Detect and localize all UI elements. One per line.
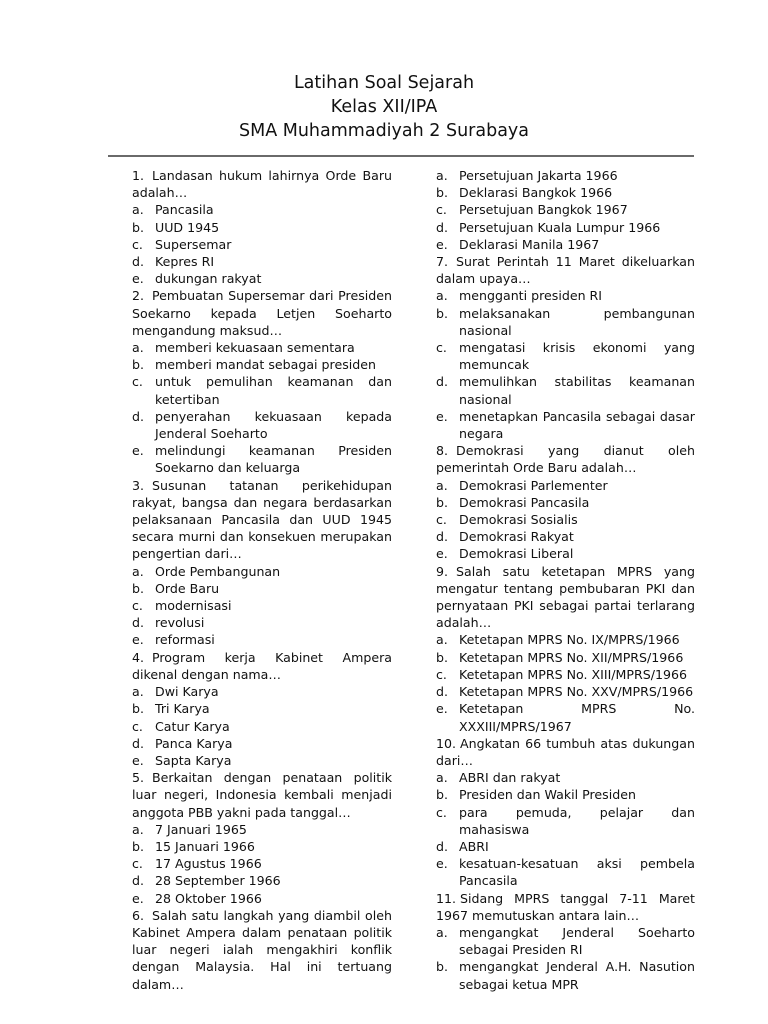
option-text: Orde Baru — [155, 580, 220, 596]
option-text: mengatasi krisis ekonomi yang memuncak — [459, 340, 695, 373]
option-text: mengganti presiden RI — [459, 288, 603, 304]
question-number: 9. — [436, 563, 449, 579]
option-letter: b. — [132, 838, 144, 854]
question-number: 1. — [132, 168, 145, 183]
option-text: mengangkat Jenderal Soeharto sebagai Presiden RI — [459, 924, 695, 958]
option-c — [132, 236, 392, 253]
option-text: memberi mandat sebagai presiden — [155, 357, 376, 373]
question-text: Demokrasi yang dianut oleh pemerintah Orde Baru adalah… — [436, 443, 695, 476]
option-letter: b. — [436, 649, 448, 665]
option-text: Catur Karya — [155, 718, 230, 734]
question-number: 8. — [436, 443, 449, 459]
option-letter: c. — [436, 666, 447, 682]
option-text: Demokrasi Sosialis — [459, 512, 578, 528]
option-letter: d. — [436, 374, 448, 390]
question-number: 10. — [436, 735, 457, 751]
question-text: Landasan hukum lahirnya Orde Baru adalah… — [132, 168, 392, 201]
option-a — [436, 769, 695, 786]
option-c — [132, 718, 392, 735]
option-text: untuk pemulihan keamanan dan ketertiban — [155, 374, 392, 407]
option-b — [436, 958, 695, 992]
option-text: penyerahan kekuasaan kepada Jenderal Soeharto — [155, 408, 392, 442]
option-e — [436, 236, 695, 253]
header-divider — [108, 155, 694, 157]
option-d — [132, 614, 392, 631]
option-letter: c. — [132, 856, 143, 872]
option-e — [436, 855, 695, 889]
option-text: Demokrasi Parlementer — [459, 477, 608, 493]
option-b — [132, 219, 392, 236]
option-text: Tri Karya — [155, 701, 210, 717]
option-text: Ketetapan MPRS No. XXXIII/MPRS/1967 — [459, 701, 695, 734]
option-letter: b. — [436, 787, 448, 803]
option-c — [436, 339, 695, 373]
option-text: memulihkan stabilitas keamanan nasional — [459, 374, 695, 407]
option-letter: c. — [436, 512, 447, 528]
option-letter: a. — [132, 563, 144, 579]
option-letter: a. — [436, 168, 448, 183]
option-text: reformasi — [155, 632, 215, 648]
option-letter: b. — [132, 701, 144, 717]
question-number: 6. — [132, 907, 145, 923]
question-text: Susunan tatanan perikehidupan rakyat, bangsa dan negara berdasarkan pelaksanaan Pancasila dan UUD 1945 secara murni dan konsekuen merupakan pengertian dari… — [132, 477, 392, 562]
option-d — [436, 528, 695, 545]
left-column — [132, 167, 392, 993]
question-text: Pembuatan Supersemar dari Presiden Soekarno kepada Letjen Soeharto mengandung maksud… — [132, 288, 392, 338]
option-text: memberi kekuasaan sementara — [155, 340, 355, 356]
option-text: 17 Agustus 1966 — [155, 856, 262, 872]
option-letter: a. — [436, 632, 448, 648]
option-text: Kepres RI — [155, 254, 215, 270]
option-letter: e. — [132, 890, 144, 906]
question-text: Program kerja Kabinet Ampera dikenal dengan nama… — [132, 649, 392, 682]
option-letter: e. — [436, 856, 448, 872]
option-letter: b. — [132, 219, 144, 235]
question-number: 2. — [132, 288, 145, 304]
option-letter: d. — [132, 408, 144, 424]
document-title: Latihan Soal Sejarah — [293, 73, 475, 93]
option-text: Pancasila — [155, 202, 214, 218]
option-d — [132, 408, 392, 442]
option-e — [436, 700, 695, 734]
option-b — [436, 305, 695, 339]
option-d — [132, 872, 392, 889]
option-text: Demokrasi Rakyat — [459, 529, 574, 545]
option-e — [132, 752, 392, 769]
option-letter: a. — [436, 477, 448, 493]
option-letter: c. — [132, 598, 143, 614]
question-4 — [132, 649, 392, 683]
option-letter: b. — [436, 305, 448, 321]
option-d — [132, 253, 392, 270]
option-e — [132, 270, 392, 287]
question-3 — [132, 477, 392, 563]
option-c — [436, 666, 695, 683]
school-subtitle: SMA Muhammadiyah 2 Surabaya — [239, 121, 529, 141]
option-c — [436, 511, 695, 528]
question-2 — [132, 287, 392, 339]
option-a — [436, 924, 695, 958]
option-text: Persetujuan Bangkok 1967 — [459, 202, 628, 218]
option-text: Ketetapan MPRS No. XII/MPRS/1966 — [459, 649, 684, 665]
option-text: Persetujuan Jakarta 1966 — [459, 168, 618, 183]
option-text: Demokrasi Pancasila — [459, 494, 590, 510]
option-letter: d. — [132, 254, 144, 270]
question-text: Surat Perintah 11 Maret dikeluarkan dalam upaya… — [436, 254, 695, 287]
option-letter: d. — [436, 838, 448, 854]
option-a — [132, 563, 392, 580]
option-text: Panca Karya — [155, 735, 233, 751]
option-text: Deklarasi Manila 1967 — [459, 236, 600, 252]
option-text: UUD 1945 — [155, 219, 220, 235]
option-b — [132, 356, 392, 373]
option-letter: a. — [436, 288, 448, 304]
option-b — [436, 494, 695, 511]
option-letter: e. — [132, 443, 144, 459]
option-a — [436, 631, 695, 648]
option-text: kesatuan-kesatuan aksi pembela Pancasila — [459, 856, 695, 889]
option-e — [132, 631, 392, 648]
option-letter: c. — [132, 718, 143, 734]
option-letter: e. — [132, 271, 144, 287]
option-b — [132, 580, 392, 597]
option-text: Sapta Karya — [155, 752, 232, 768]
option-text: Ketetapan MPRS No. XIII/MPRS/1966 — [459, 666, 688, 682]
option-a — [132, 821, 392, 838]
option-e — [436, 408, 695, 442]
option-text: Dwi Karya — [155, 684, 219, 700]
option-a — [436, 167, 695, 184]
option-c — [436, 804, 695, 838]
option-letter: e. — [436, 236, 448, 252]
option-letter: e. — [436, 546, 448, 562]
option-letter: b. — [132, 580, 144, 596]
class-subtitle: Kelas XII/IPA — [330, 97, 438, 117]
option-text: revolusi — [155, 615, 205, 631]
option-letter: b. — [436, 959, 448, 975]
question-10 — [436, 735, 695, 769]
option-text: Orde Pembangunan — [155, 563, 281, 579]
option-text: Demokrasi Liberal — [459, 546, 574, 562]
option-text: melaksanakan pembangunan nasional — [459, 305, 695, 338]
option-text: ABRI — [459, 838, 489, 854]
option-b — [436, 786, 695, 803]
option-c — [132, 855, 392, 872]
option-text: melindungi keamanan Presiden Soekarno dan keluarga — [155, 443, 392, 476]
option-letter: d. — [132, 873, 144, 889]
option-letter: e. — [436, 408, 448, 424]
option-d — [436, 683, 695, 700]
option-letter: b. — [436, 185, 448, 201]
option-letter: c. — [436, 340, 447, 356]
option-text: ABRI dan rakyat — [459, 770, 561, 786]
option-letter: d. — [436, 219, 448, 235]
option-text: Supersemar — [155, 236, 232, 252]
option-a — [132, 201, 392, 218]
option-a — [132, 339, 392, 356]
question-number: 4. — [132, 649, 145, 665]
option-b — [132, 700, 392, 717]
option-letter: e. — [436, 701, 448, 717]
option-letter: d. — [132, 615, 144, 631]
option-a — [132, 683, 392, 700]
option-e — [436, 545, 695, 562]
question-number: 5. — [132, 770, 145, 786]
option-c — [436, 201, 695, 218]
option-text: para pemuda, pelajar dan mahasiswa — [459, 804, 695, 837]
option-text: Ketetapan MPRS No. XXV/MPRS/1966 — [459, 684, 694, 700]
option-letter: a. — [436, 924, 448, 940]
question-text: Salah satu ketetapan MPRS yang mengatur tentang pembubaran PKI dan pernyataan PKI sebagai partai terlarang adalah… — [436, 563, 695, 631]
question-8 — [436, 442, 695, 476]
option-letter: c. — [436, 804, 447, 820]
option-a — [436, 477, 695, 494]
option-letter: e. — [132, 752, 144, 768]
option-text: 28 September 1966 — [155, 873, 281, 889]
question-9 — [436, 563, 695, 632]
option-a — [436, 287, 695, 304]
option-letter: a. — [132, 821, 144, 837]
option-c — [132, 597, 392, 614]
option-letter: a. — [132, 684, 144, 700]
option-b — [436, 649, 695, 666]
option-c — [132, 373, 392, 407]
option-text: 15 Januari 1966 — [155, 838, 255, 854]
option-b — [436, 184, 695, 201]
question-5 — [132, 769, 392, 821]
question-11 — [436, 890, 695, 924]
option-d — [436, 838, 695, 855]
option-e — [132, 442, 392, 476]
option-text: dukungan rakyat — [155, 271, 262, 287]
question-number: 3. — [132, 477, 145, 493]
question-text: Salah satu langkah yang diambil oleh Kabinet Ampera dalam penataan politik luar negeri ialah mengakhiri konflik dengan Malaysia. Hal ini tertuang dalam… — [132, 907, 392, 992]
option-text: Persetujuan Kuala Lumpur 1966 — [459, 219, 661, 235]
option-text: Deklarasi Bangkok 1966 — [459, 185, 613, 201]
option-letter: b. — [436, 494, 448, 510]
option-letter: d. — [132, 735, 144, 751]
question-6 — [132, 907, 392, 993]
option-text: mengangkat Jenderal A.H. Nasution sebagai ketua MPR — [459, 959, 695, 992]
option-text: Presiden dan Wakil Presiden — [459, 787, 636, 803]
option-letter: d. — [436, 529, 448, 545]
option-text: Ketetapan MPRS No. IX/MPRS/1966 — [459, 632, 680, 648]
question-1 — [132, 167, 392, 201]
option-d — [436, 219, 695, 236]
option-text: 7 Januari 1965 — [155, 821, 247, 837]
question-number: 11. — [436, 890, 457, 906]
option-text: modernisasi — [155, 598, 232, 614]
option-d — [132, 735, 392, 752]
option-letter: b. — [132, 357, 144, 373]
option-letter: a. — [436, 770, 448, 786]
option-text: 28 Oktober 1966 — [155, 890, 262, 906]
option-letter: d. — [436, 684, 448, 700]
option-b — [132, 838, 392, 855]
option-letter: c. — [436, 202, 447, 218]
option-letter: e. — [132, 632, 144, 648]
option-e — [132, 890, 392, 907]
question-number: 7. — [436, 254, 449, 270]
question-7 — [436, 253, 695, 287]
option-letter: c. — [132, 374, 143, 390]
option-letter: a. — [132, 340, 144, 356]
option-d — [436, 373, 695, 407]
question-text: Angkatan 66 tumbuh atas dukungan dari… — [436, 735, 695, 768]
option-letter: c. — [132, 236, 143, 252]
question-text: Sidang MPRS tanggal 7-11 Maret 1967 memutuskan antara lain… — [436, 890, 695, 923]
question-text: Berkaitan dengan penataan politik luar negeri, Indonesia kembali menjadi anggota PBB yakni pada tanggal… — [132, 770, 392, 820]
option-text: menetapkan Pancasila sebagai dasar negara — [459, 408, 695, 442]
right-column — [436, 167, 695, 993]
option-letter: a. — [132, 202, 144, 218]
